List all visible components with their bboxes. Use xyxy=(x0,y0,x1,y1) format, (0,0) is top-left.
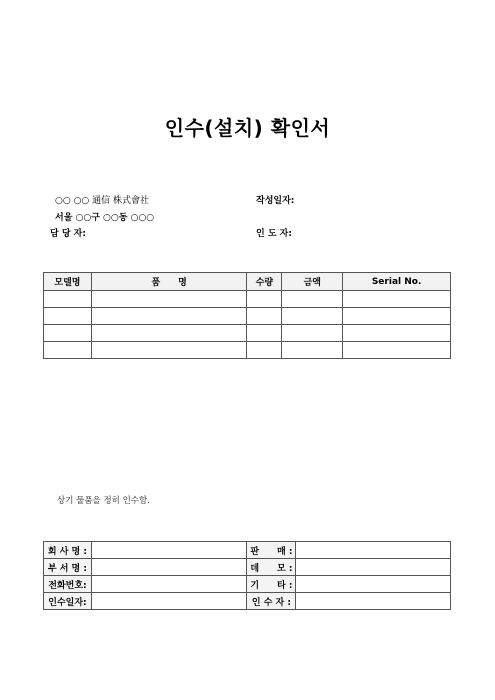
cell-amount[interactable] xyxy=(282,308,343,325)
cell-model[interactable] xyxy=(44,325,92,342)
field-demo[interactable] xyxy=(296,559,451,576)
cell-model[interactable] xyxy=(44,291,92,308)
label-sales: 판 매 : xyxy=(247,542,296,559)
cell-quantity[interactable] xyxy=(247,291,282,308)
label-phone: 전화번호: xyxy=(44,576,92,593)
company-address: 서울 ○○구 ○○동 ○○○ xyxy=(55,213,155,223)
receipt-note: 상기 물품을 정히 인수함. xyxy=(57,496,150,506)
field-phone[interactable] xyxy=(91,576,247,593)
table-row xyxy=(44,542,451,559)
cell-serial-no[interactable] xyxy=(343,291,451,308)
cell-serial-no[interactable] xyxy=(343,308,451,325)
label-department: 부 서 명 : xyxy=(44,559,92,576)
written-date-label: 작성일자: xyxy=(256,196,295,206)
field-receipt-date[interactable] xyxy=(91,593,247,610)
label-other: 기 타 : xyxy=(247,576,296,593)
cell-item-name[interactable] xyxy=(91,291,247,308)
header-item-name: 품 명 xyxy=(91,273,247,291)
header-model: 모델명 xyxy=(44,273,92,291)
cell-item-name[interactable] xyxy=(91,308,247,325)
cell-quantity[interactable] xyxy=(247,325,282,342)
header-quantity: 수량 xyxy=(247,273,282,291)
field-receiver[interactable] xyxy=(296,593,451,610)
label-demo: 데 모 : xyxy=(247,559,296,576)
header-amount: 금액 xyxy=(282,273,343,291)
company-name: ○○ ○○ 通信 株式會社 xyxy=(55,196,149,206)
cell-quantity[interactable] xyxy=(247,308,282,325)
table-row xyxy=(44,325,451,342)
cell-item-name[interactable] xyxy=(91,342,247,359)
document-title: 인수(설치) 확인서 xyxy=(164,116,331,140)
cell-amount[interactable] xyxy=(282,325,343,342)
table-row xyxy=(44,559,451,576)
cell-model[interactable] xyxy=(44,308,92,325)
table-row xyxy=(44,576,451,593)
manager-label: 담 당 자: xyxy=(50,229,86,239)
field-department[interactable] xyxy=(91,559,247,576)
field-sales[interactable] xyxy=(296,542,451,559)
label-receiver: 인 수 자 : xyxy=(247,593,296,610)
label-company-name: 회 사 명 : xyxy=(44,542,92,559)
items-table-header-row xyxy=(44,273,451,291)
cell-model[interactable] xyxy=(44,342,92,359)
cell-serial-no[interactable] xyxy=(343,325,451,342)
field-company-name[interactable] xyxy=(91,542,247,559)
cell-amount[interactable] xyxy=(282,342,343,359)
table-row xyxy=(44,342,451,359)
items-table xyxy=(43,272,451,359)
table-row xyxy=(44,308,451,325)
cell-item-name[interactable] xyxy=(91,325,247,342)
header-serial-no: Serial No. xyxy=(343,273,451,291)
cell-amount[interactable] xyxy=(282,291,343,308)
table-row xyxy=(44,593,451,610)
field-other[interactable] xyxy=(296,576,451,593)
signature-table xyxy=(43,541,451,610)
label-receipt-date: 인수일자: xyxy=(44,593,92,610)
table-row xyxy=(44,291,451,308)
cell-quantity[interactable] xyxy=(247,342,282,359)
deliverer-label: 인 도 자: xyxy=(256,229,292,239)
cell-serial-no[interactable] xyxy=(343,342,451,359)
